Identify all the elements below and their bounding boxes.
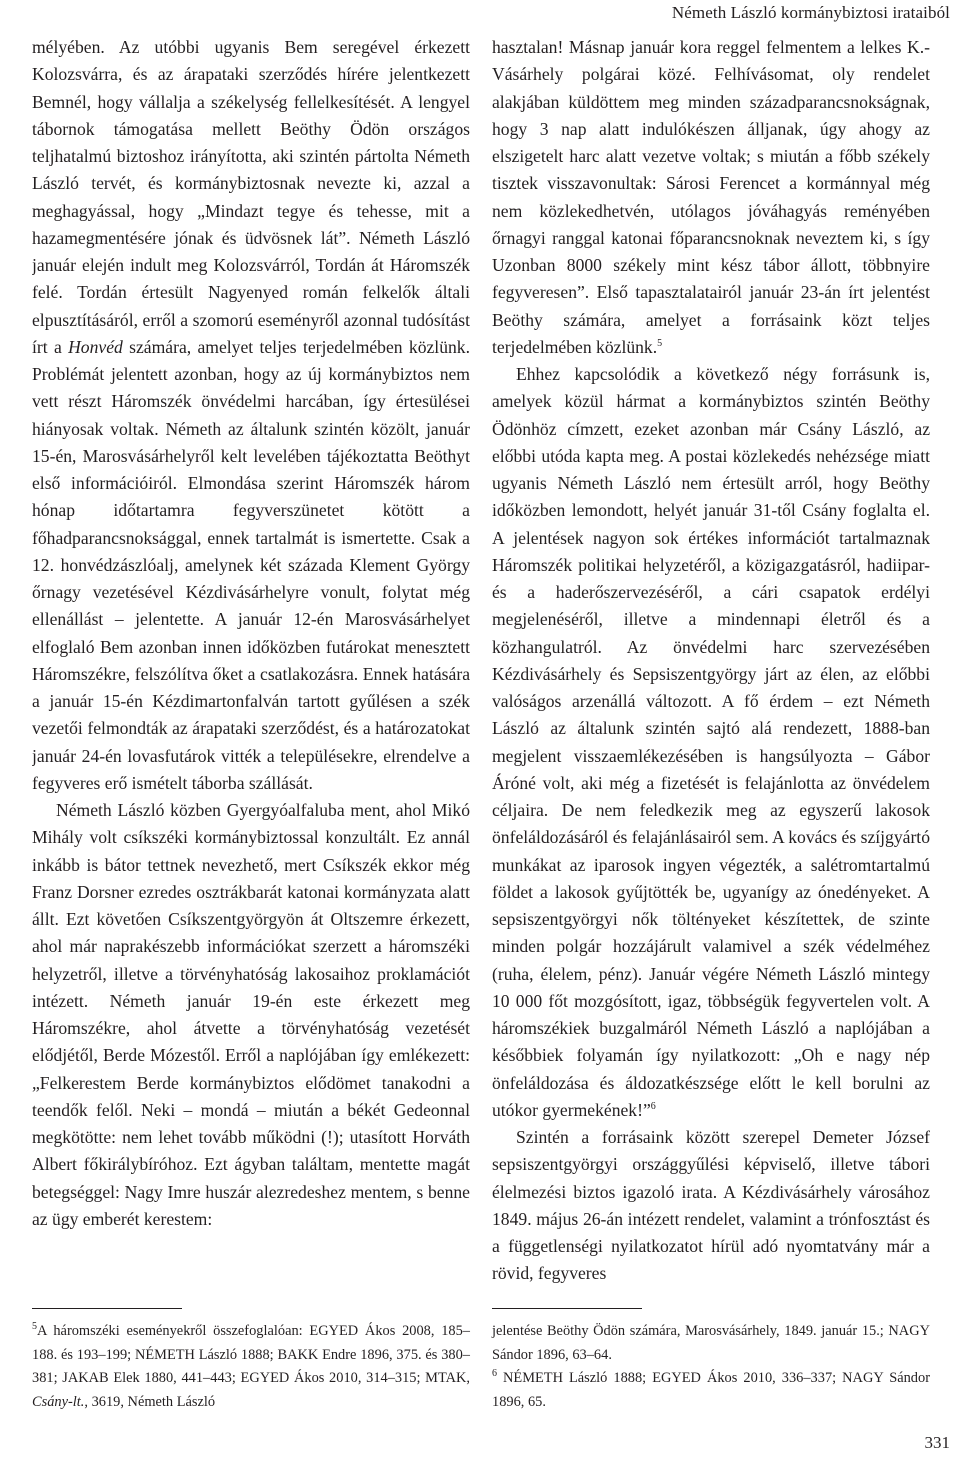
right-column	[492, 34, 930, 1297]
footnote-5-text-end: , 3619, Németh László	[84, 1393, 216, 1410]
footnote-rule-right	[492, 1308, 642, 1309]
left-paragraph-1-text: mélyében. Az utóbbi ugyanis Bem seregével érkezett Kolozsvárra, és az árapataki szerződés hírére jelentkezett Bemnél, hogy vállalja a székelység fellelkesítését. A lengyel tábornok támogatása mellett Beöthy Ödön országos teljhatalmú biztoshoz irányította, aki szintén pártolta Németh László tervét, és kormánybiztosnak nevezte ki, azzal a meghagyással, hogy „Mindazt tegye és tehesse, mit a hazamegmentésére jónak és üdvösnek lát”. Németh László január elején indult meg Kolozsvárról, Tordán át Háromszék felé. Tordán értesült Nagyenyed román felkelők általi elpusztításáról, erről a szomorú eseményről azonnal tudósítást írt a	[32, 37, 470, 357]
footnote-5-continued: jelentése Beöthy Ödön számára, Marosvásárhely, 1849. január 15.; NAGY Sándor 1896, 63–64.	[492, 1323, 930, 1363]
footnote-6-text: NÉMETH László 1888; EGYED Ákos 2010, 336–337; NAGY Sándor 1896, 65.	[492, 1370, 930, 1410]
left-column	[32, 34, 470, 1297]
footnote-6-number: 6	[492, 1368, 497, 1380]
footnote-ref-5: 5	[657, 337, 663, 349]
left-paragraph-2: Németh László közben Gyergyóalfaluba ment, ahol Mikó Mihály volt csíkszéki kormánybiztossal konzultált. Ez annál inkább is bátor tettnek nevezhető, mert Csíkszék ekkor még Franz Dorsner ezredes osztrákbarát katonai kormányzata alatt állt. Ezt követően Csíkszentgyörgyön át Oltszemre érkezett, ahol már naprakészebb információkat szerzett a háromszéki helyzetről, illetve a törvényhatóság lakosaihoz proklamációt intézett. Németh január 19-én este érkezett meg Háromszékre, ahol átvette a törvényhatóság vezetését elődjétől, Berde Mózestől. Erről a naplójában így emlékezett: „Felkerestem Berde kormánybiztos elődömet tanakodni a teendők felől. Neki – mondá – miután a békét Gedeonnal megkötötte: nem lehet tovább működni (!); utasított Horváth Albert főkirálybíróhoz. Ezt ágyban találtam, mentette magát betegséggel: Nagy Imre huszár alezredeshez mentem, s benne az ügy emberét kerestem:	[32, 800, 470, 1229]
running-header: Németh László kormánybiztosi irataiból	[671, 3, 950, 22]
footnote-6	[492, 1367, 930, 1414]
right-paragraph-1	[492, 34, 930, 361]
footnote-rule	[32, 1308, 182, 1309]
right-paragraph-2	[492, 361, 930, 1124]
left-paragraph-1-text-end: számára, amelyet teljes terjedelmében közlünk. Problémát jelentett azonban, hogy az új kormánybiztos nem vett részt Háromszék önvédelmi harcában, így értesülései hiányosak voltak. Németh az általunk szintén közölt, január 15-én, Marosvásárhelyről kelt levelében tájékoztatta Beöthyt első információiról. Elmondása szerint Háromszék három hónap időtartamra fegyverszünetet kötött a főhadparancsnoksággal, ennek tartalmát is ismertette. Csak a 12. honvédzászlóalj, amelynek két százada Klement György őrnagy vezetésével Kézdivásárhelyre vonult, folytat még ellenállást – jelentette. A január 12-én Marosvásárhelyet elfoglaló Bem azonban innen időközben futárokat menesztett Háromszékre, felszólítva őket a csatlakozásra. Ennek hatására a január 15-én Kézdimartonfalván tartott gyűlésen a szék vezetői felmondták az árapataki szerződést, és a határozatokat január 24-én lovasfutárok vitték a településekre, elrendelve a fegyveres erő ismételt táborba szállását.	[32, 336, 470, 793]
right-paragraph-3: Szintén a forrásaink között szerepel Demeter József sepsiszentgyörgyi országgyűlési képviselő, illetve tábori élelmezési biztos igazoló irata. A Kézdivásárhely városához 1849. május 26-án intézett rendelet, valamint a trónfosztást és a függetlenségi nyilatkozatot hírül adó nyomtatvány már a rövid, fegyveres	[492, 1127, 930, 1284]
right-paragraph-1-text: hasztalan! Másnap január kora reggel felmentem a lelkes K.-Vásárhely polgárai közé. Felhívásomat, oly rendelet alakjában küldöttem meg minden századparancsnokságnak, hogy 3 nap alatt indulókészen álljanak, úgy ahogy az elszigetelt harc alatt vezetve voltak; s miután a főbb székely tisztek visszavonultak: Sárosi Ferencet a kormánnyal még nem közlekedhetvén, utólagos jóváhagyás reményében őrnagyi ranggal katonai főparancsnoknak neveztem ki, s így Uzonban 8000 székely mint kész tábor állott, többnyire fegyveresen”. Első tapasztalatairól január 23-án írt jelentést Beöthy számára, amelyet a forrásaink közt teljes terjedelmében közlünk.	[492, 37, 930, 357]
footnote-5-number: 5	[32, 1321, 37, 1333]
honved-title: Honvéd	[68, 336, 123, 357]
left-paragraph-1	[32, 34, 470, 797]
footnotes-right	[492, 1320, 930, 1414]
right-paragraph-2-text: Ehhez kapcsolódik a következő négy forrásunk is, amelyek közül hármat a kormánybiztos szintén Beöthy Ödönhöz címzett, ezeket azonban már Csány László, az előbbi utóda kapta meg. A postai közlekedés nehézsége miatt ugyanis Németh László nem értesült arról, hogy Beöthy időközben lemondott, helyét január 31-től Csány foglalta el. A jelentések nagyon sok értékes információt tartalmaznak Háromszék politikai helyzetéről, a közigazgatásról, hadiipar- és a haderőszervezéséről, a cári csapatok erdélyi megjelenéséről, illetve a mindennapi életről és a közhangulatról. Az önvédelmi harc szervezésében Kézdivásárhely és Sepsiszentgyörgy járt az élen, az előbbi valóságos arzenállá változott. A fő érdem – ezt Németh László az általunk szintén sajtó alá rendezett, 1888-ban megjelent visszaemlékezésében is hangsúlyozta – Gábor Áróné volt, aki még a fizetését is felajánlotta az önvédelem céljaira. De nem feledkezik meg az egyszerű lakosok önfeláldozásáról és felajánlásairól sem. A kovács és szíjgyártó munkákat az iparosok ingyen végezték, a salétromtartalmú földet a lakosok gyűjtötték be, ugyanígy az ónedényeket. A sepsiszentgyörgyi nők töltényeket készítettek, de szinte minden polgár hozzájárult valamivel a szék védelméhez (ruha, élelem, pénz). Január végére Németh László mintegy 10 000 főt mozgósított, igaz, többségük fegyvertelen volt. A háromszékiek buzgalmáról Németh László a naplójában a későbbiek folyamán így nyilatkozott: „Oh e nagy nép önfeláldozása és áldozatkészsége előtt le kell borulni az utókor gyermekének!”	[492, 364, 930, 1120]
page-number: 331	[924, 1433, 950, 1452]
footnote-5	[32, 1320, 470, 1414]
footnote-5-text: A háromszéki eseményekről összefoglalóan: EGYED Ákos 2008, 185–188. és 193–199; NÉMETH László 1888; BAKK Endre 1896, 375. és 380–381; JAKAB Elek 1880, 441–443; EGYED Ákos 2010, 314–315; MTAK,	[32, 1323, 470, 1386]
footnote-ref-6: 6	[650, 1100, 656, 1112]
footnotes-left	[32, 1320, 470, 1414]
footnote-5-italic: Csány-lt.	[32, 1393, 85, 1410]
